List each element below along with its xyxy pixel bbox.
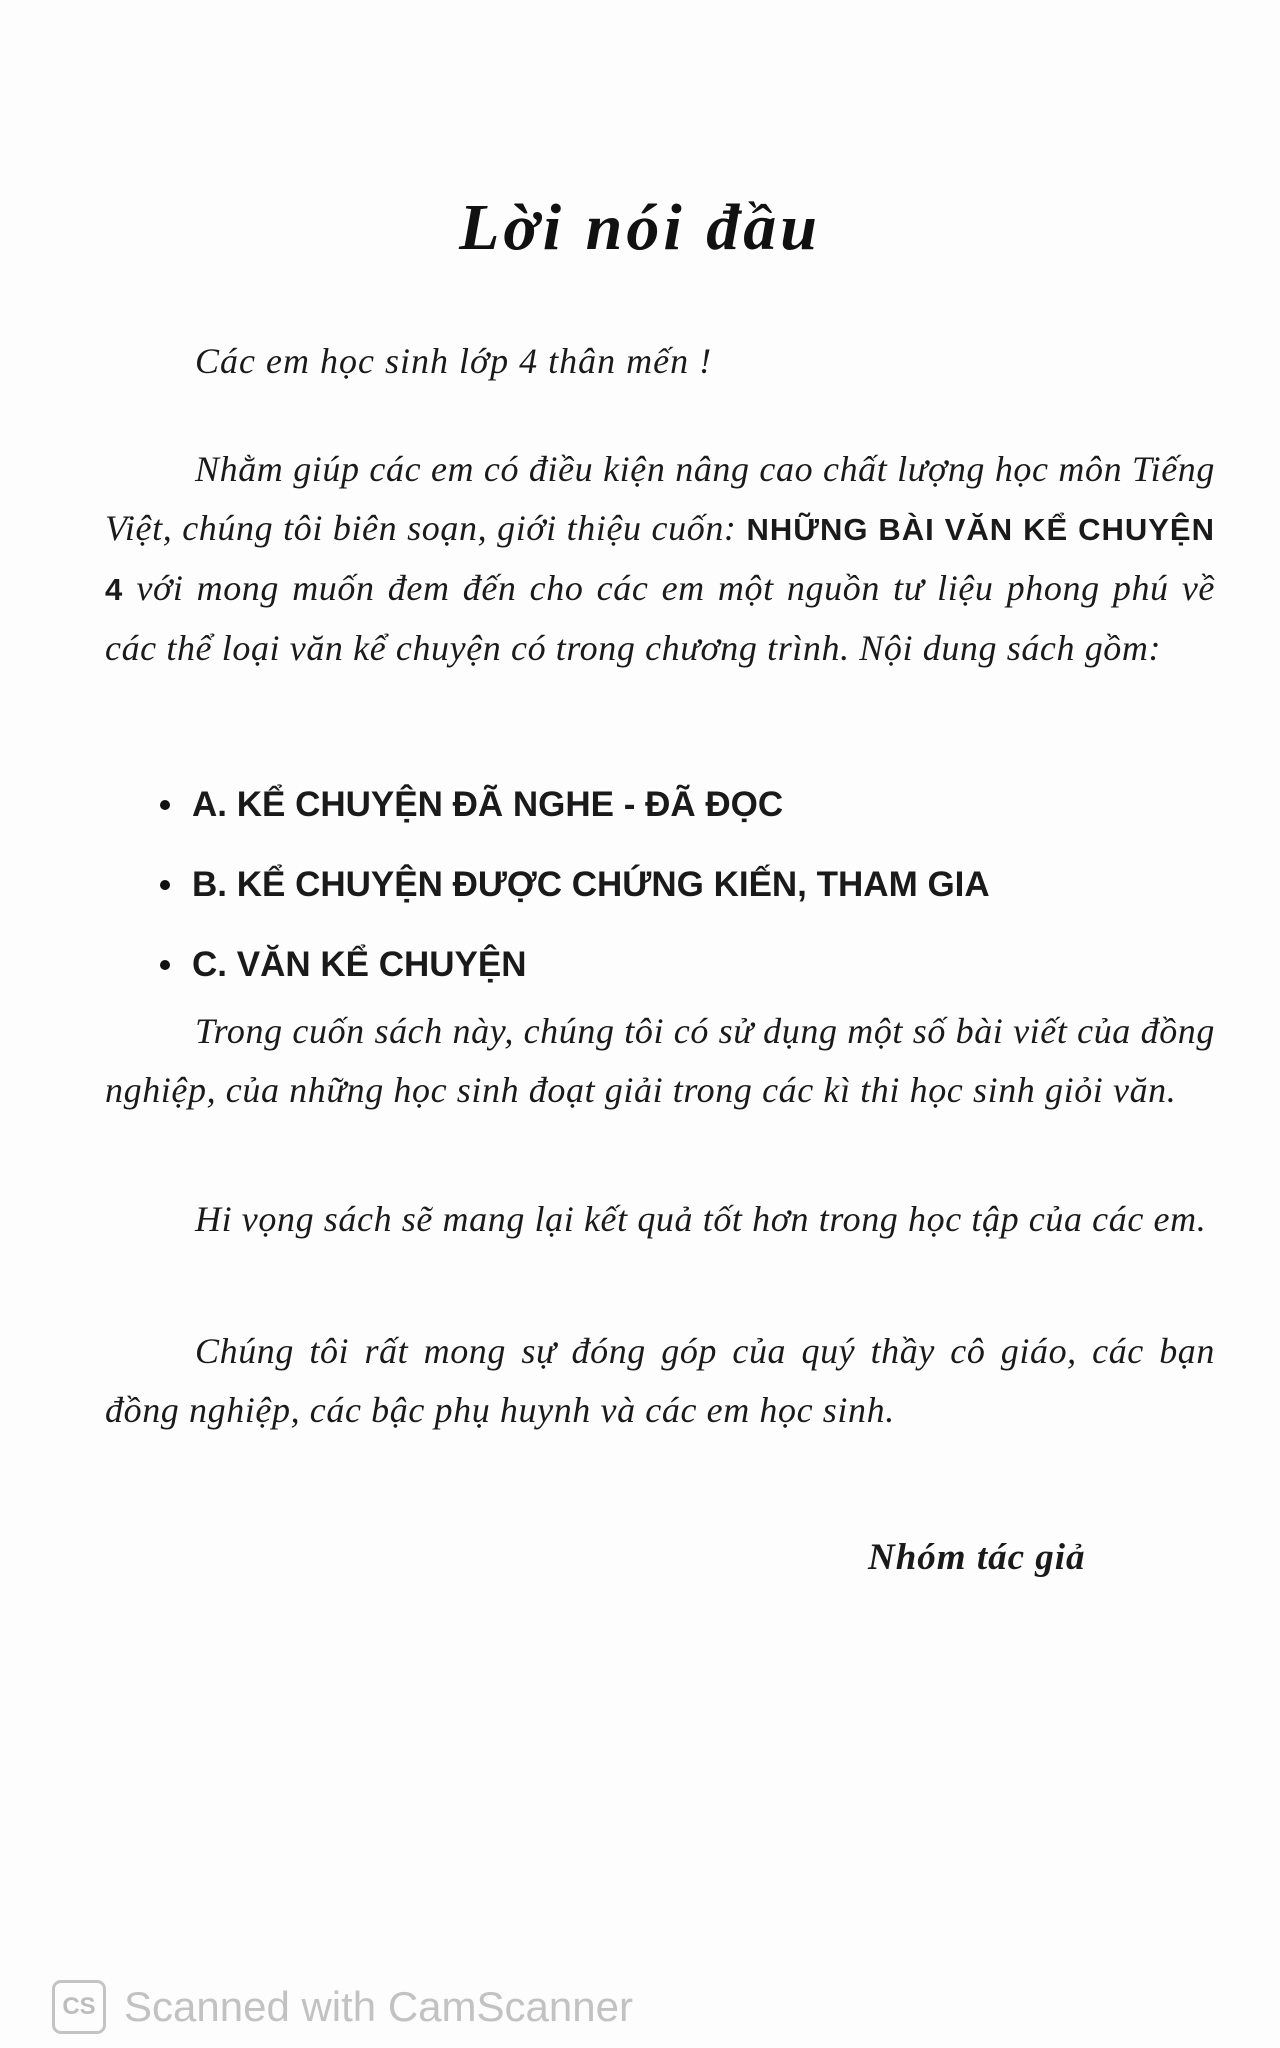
salutation: Các em học sinh lớp 4 thân mến ! xyxy=(195,341,713,381)
paragraph-sources: Trong cuốn sách này, chúng tôi có sử dụng một số bài viết của đồng nghiệp, của những học sinh đoạt giải trong các kì thi học sinh giỏi văn. xyxy=(105,1011,1215,1110)
intro-text-before: Nhằm giúp các em có điều kiện nâng cao chất lượng học môn Tiếng Việt, chúng tôi biên soạn, giới thiệu cuốn: xyxy=(105,449,1215,548)
signature: Nhóm tác giả xyxy=(868,1537,1086,1578)
contents-item xyxy=(160,765,990,845)
camscanner-watermark xyxy=(52,1980,633,2034)
paragraph-feedback: Chúng tôi rất mong sự đóng góp của quý thầy cô giáo, các bạn đồng nghiệp, các bậc phụ huynh và các em học sinh. xyxy=(105,1331,1215,1430)
paragraph-hope: Hi vọng sách sẽ mang lại kết quả tốt hơn trong học tập của các em. xyxy=(195,1199,1207,1239)
contents-item-label: B. KỂ CHUYỆN ĐƯỢC CHỨNG KIẾN, THAM GIA xyxy=(192,865,990,904)
contents-list xyxy=(160,765,990,1005)
book-title: NHỮNG BÀI VĂN KỂ CHUYỆN 4 xyxy=(105,512,1215,607)
page-title: Lời nói đầu xyxy=(459,191,821,264)
bullet-icon xyxy=(160,800,170,810)
contents-item-label: C. VĂN KỂ CHUYỆN xyxy=(192,945,527,984)
watermark-text: Scanned with CamScanner xyxy=(124,1983,633,2030)
intro-paragraph xyxy=(105,440,1215,678)
camscanner-logo-icon: CS xyxy=(52,1980,106,2034)
intro-text-after: với mong muốn đem đến cho các em một nguồn tư liệu phong phú về các thể loại văn kể chuyện có trong chương trình. Nội dung sách gồm: xyxy=(105,568,1215,668)
contents-item xyxy=(160,925,990,1005)
contents-item xyxy=(160,845,990,925)
bullet-icon xyxy=(160,880,170,890)
bullet-icon xyxy=(160,960,170,970)
contents-item-label: A. KỂ CHUYỆN ĐÃ NGHE - ĐÃ ĐỌC xyxy=(192,785,784,824)
